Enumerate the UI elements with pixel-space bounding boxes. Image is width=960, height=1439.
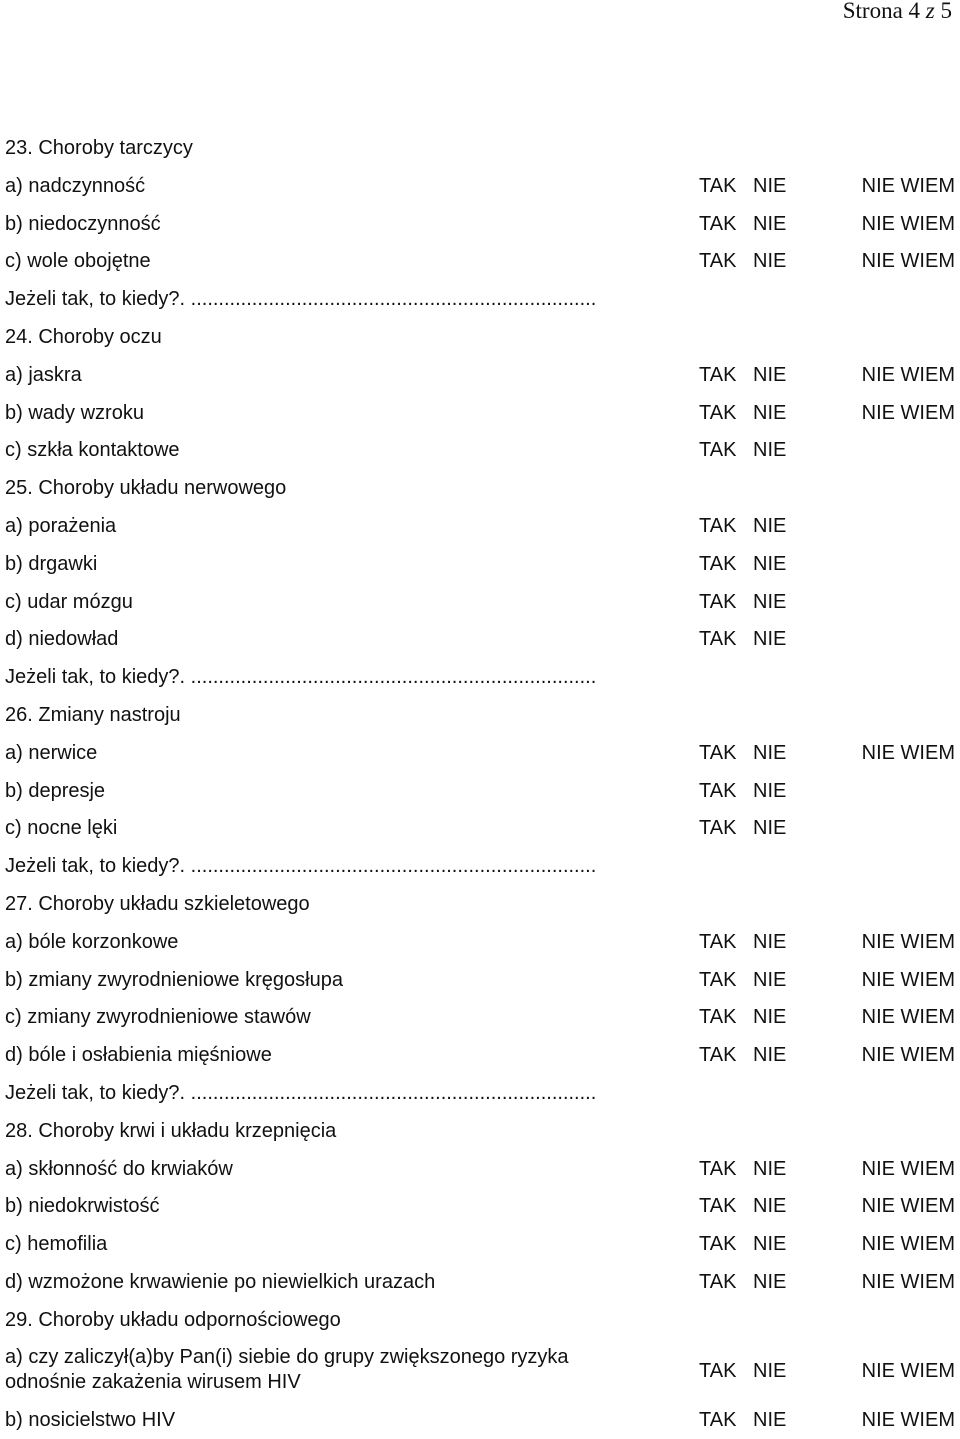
question-row bbox=[0, 1226, 960, 1264]
tak-option[interactable]: TAK bbox=[699, 1264, 736, 1302]
question-label: a) porażenia bbox=[5, 508, 116, 546]
question-label: d) niedowład bbox=[5, 621, 118, 659]
question-row bbox=[0, 395, 960, 433]
question-row bbox=[0, 1188, 960, 1226]
followup-row bbox=[0, 848, 960, 886]
nie-option[interactable]: NIE bbox=[753, 357, 786, 395]
nie-option[interactable]: NIE bbox=[753, 1188, 786, 1226]
tak-option[interactable]: TAK bbox=[699, 999, 736, 1037]
nie-wiem-option[interactable]: NIE WIEM bbox=[862, 206, 955, 244]
tak-option[interactable]: TAK bbox=[699, 810, 736, 848]
followup-row bbox=[0, 281, 960, 319]
nie-option[interactable]: NIE bbox=[753, 508, 786, 546]
tak-option[interactable]: TAK bbox=[699, 735, 736, 773]
tak-option[interactable]: TAK bbox=[699, 1340, 736, 1402]
question-row bbox=[0, 735, 960, 773]
question-label: c) szkła kontaktowe bbox=[5, 432, 180, 470]
question-row bbox=[0, 584, 960, 622]
nie-option[interactable]: NIE bbox=[753, 168, 786, 206]
page-current: 4 bbox=[909, 0, 921, 23]
tak-option[interactable]: TAK bbox=[699, 1037, 736, 1075]
nie-wiem-option[interactable]: NIE WIEM bbox=[862, 357, 955, 395]
section-heading bbox=[0, 470, 960, 508]
question-row bbox=[0, 357, 960, 395]
nie-wiem-option[interactable]: NIE WIEM bbox=[862, 1151, 955, 1189]
question-label: c) udar mózgu bbox=[5, 584, 133, 622]
section-heading bbox=[0, 319, 960, 357]
tak-option[interactable]: TAK bbox=[699, 773, 736, 811]
question-row bbox=[0, 773, 960, 811]
followup-prompt: Jeżeli tak, to kiedy?. ......................................................................... bbox=[5, 848, 596, 886]
question-label: a) nadczynność bbox=[5, 168, 145, 206]
question-label: b) niedoczynność bbox=[5, 206, 161, 244]
question-row bbox=[0, 1037, 960, 1075]
followup-prompt: Jeżeli tak, to kiedy?. ......................................................................... bbox=[5, 281, 596, 319]
question-row bbox=[0, 546, 960, 584]
nie-wiem-option[interactable]: NIE WIEM bbox=[862, 999, 955, 1037]
nie-wiem-option[interactable]: NIE WIEM bbox=[862, 395, 955, 433]
nie-option[interactable]: NIE bbox=[753, 962, 786, 1000]
nie-option[interactable]: NIE bbox=[753, 924, 786, 962]
tak-option[interactable]: TAK bbox=[699, 1226, 736, 1264]
question-label: a) jaskra bbox=[5, 357, 82, 395]
question-label: b) wady wzroku bbox=[5, 395, 144, 433]
section-title: 25. Choroby układu nerwowego bbox=[5, 470, 286, 508]
nie-option[interactable]: NIE bbox=[753, 1037, 786, 1075]
followup-row bbox=[0, 659, 960, 697]
question-label: a) bóle korzonkowe bbox=[5, 924, 178, 962]
nie-wiem-option[interactable]: NIE WIEM bbox=[862, 1188, 955, 1226]
tak-option[interactable]: TAK bbox=[699, 1188, 736, 1226]
question-row bbox=[0, 508, 960, 546]
tak-option[interactable]: TAK bbox=[699, 206, 736, 244]
section-heading bbox=[0, 886, 960, 924]
page-number bbox=[843, 0, 952, 24]
tak-option[interactable]: TAK bbox=[699, 621, 736, 659]
question-label: b) drgawki bbox=[5, 546, 97, 584]
followup-row bbox=[0, 1075, 960, 1113]
section-title: 24. Choroby oczu bbox=[5, 319, 162, 357]
nie-option[interactable]: NIE bbox=[753, 773, 786, 811]
page-prefix: Strona bbox=[843, 0, 903, 23]
tak-option[interactable]: TAK bbox=[699, 508, 736, 546]
question-label: a) skłonność do krwiaków bbox=[5, 1151, 233, 1189]
nie-wiem-option[interactable]: NIE WIEM bbox=[862, 735, 955, 773]
nie-option[interactable]: NIE bbox=[753, 1151, 786, 1189]
section-heading bbox=[0, 1113, 960, 1151]
section-heading bbox=[0, 697, 960, 735]
nie-wiem-option[interactable]: NIE WIEM bbox=[862, 1340, 955, 1402]
nie-option[interactable]: NIE bbox=[753, 1264, 786, 1302]
nie-option[interactable]: NIE bbox=[753, 243, 786, 281]
followup-prompt: Jeżeli tak, to kiedy?. ......................................................................... bbox=[5, 1075, 596, 1113]
question-row bbox=[0, 1340, 960, 1402]
question-label: b) zmiany zwyrodnieniowe kręgosłupa bbox=[5, 962, 343, 1000]
question-label: a) nerwice bbox=[5, 735, 97, 773]
tak-option[interactable]: TAK bbox=[699, 432, 736, 470]
tak-option[interactable]: TAK bbox=[699, 546, 736, 584]
nie-wiem-option[interactable]: NIE WIEM bbox=[862, 1264, 955, 1302]
nie-wiem-option[interactable]: NIE WIEM bbox=[862, 1226, 955, 1264]
section-title: 27. Choroby układu szkieletowego bbox=[5, 886, 310, 924]
followup-prompt: Jeżeli tak, to kiedy?. ......................................................................... bbox=[5, 659, 596, 697]
nie-wiem-option[interactable]: NIE WIEM bbox=[862, 1037, 955, 1075]
tak-option[interactable]: TAK bbox=[699, 584, 736, 622]
nie-option[interactable]: NIE bbox=[753, 206, 786, 244]
question-label: c) hemofilia bbox=[5, 1226, 107, 1264]
question-row bbox=[0, 999, 960, 1037]
question-row bbox=[0, 924, 960, 962]
nie-option[interactable]: NIE bbox=[753, 999, 786, 1037]
nie-option[interactable]: NIE bbox=[753, 546, 786, 584]
question-row bbox=[0, 962, 960, 1000]
question-label: b) niedokrwistość bbox=[5, 1188, 160, 1226]
tak-option[interactable]: TAK bbox=[699, 243, 736, 281]
question-row bbox=[0, 243, 960, 281]
tak-option[interactable]: TAK bbox=[699, 395, 736, 433]
question-row bbox=[0, 1264, 960, 1302]
question-label: c) nocne lęki bbox=[5, 810, 117, 848]
tak-option[interactable]: TAK bbox=[699, 1402, 736, 1439]
page-total: 5 bbox=[941, 0, 953, 23]
nie-wiem-option[interactable]: NIE WIEM bbox=[862, 1402, 955, 1439]
question-row bbox=[0, 168, 960, 206]
question-label: a) czy zaliczył(a)by Pan(i) siebie do grupy zwiększonego ryzyka odnośnie zakażenia wirusem HIV bbox=[5, 1345, 635, 1395]
section-title: 23. Choroby tarczycy bbox=[5, 130, 193, 168]
question-row bbox=[0, 206, 960, 244]
tak-option[interactable]: TAK bbox=[699, 357, 736, 395]
nie-wiem-option[interactable]: NIE WIEM bbox=[862, 962, 955, 1000]
tak-option[interactable]: TAK bbox=[699, 1151, 736, 1189]
nie-wiem-option[interactable]: NIE WIEM bbox=[862, 924, 955, 962]
question-label: d) bóle i osłabienia mięśniowe bbox=[5, 1037, 272, 1075]
question-row bbox=[0, 810, 960, 848]
page-of: z bbox=[926, 0, 935, 23]
question-row bbox=[0, 1402, 960, 1439]
section-title: 29. Choroby układu odpornościowego bbox=[5, 1302, 341, 1340]
section-heading bbox=[0, 1302, 960, 1340]
nie-option[interactable]: NIE bbox=[753, 395, 786, 433]
section-title: 26. Zmiany nastroju bbox=[5, 697, 181, 735]
tak-option[interactable]: TAK bbox=[699, 924, 736, 962]
question-label: c) wole obojętne bbox=[5, 243, 151, 281]
nie-option[interactable]: NIE bbox=[753, 1340, 786, 1402]
tak-option[interactable]: TAK bbox=[699, 962, 736, 1000]
question-label: b) nosicielstwo HIV bbox=[5, 1402, 175, 1439]
nie-option[interactable]: NIE bbox=[753, 432, 786, 470]
nie-option[interactable]: NIE bbox=[753, 1226, 786, 1264]
question-label: b) depresje bbox=[5, 773, 105, 811]
nie-option[interactable]: NIE bbox=[753, 1402, 786, 1439]
nie-option[interactable]: NIE bbox=[753, 621, 786, 659]
nie-wiem-option[interactable]: NIE WIEM bbox=[862, 168, 955, 206]
tak-option[interactable]: TAK bbox=[699, 168, 736, 206]
nie-option[interactable]: NIE bbox=[753, 735, 786, 773]
section-heading bbox=[0, 130, 960, 168]
question-row bbox=[0, 621, 960, 659]
question-label: d) wzmożone krwawienie po niewielkich urazach bbox=[5, 1264, 435, 1302]
section-title: 28. Choroby krwi i układu krzepnięcia bbox=[5, 1113, 336, 1151]
nie-option[interactable]: NIE bbox=[753, 810, 786, 848]
question-row bbox=[0, 432, 960, 470]
questionnaire bbox=[0, 130, 960, 1439]
nie-option[interactable]: NIE bbox=[753, 584, 786, 622]
question-row bbox=[0, 1151, 960, 1189]
question-label: c) zmiany zwyrodnieniowe stawów bbox=[5, 999, 311, 1037]
nie-wiem-option[interactable]: NIE WIEM bbox=[862, 243, 955, 281]
